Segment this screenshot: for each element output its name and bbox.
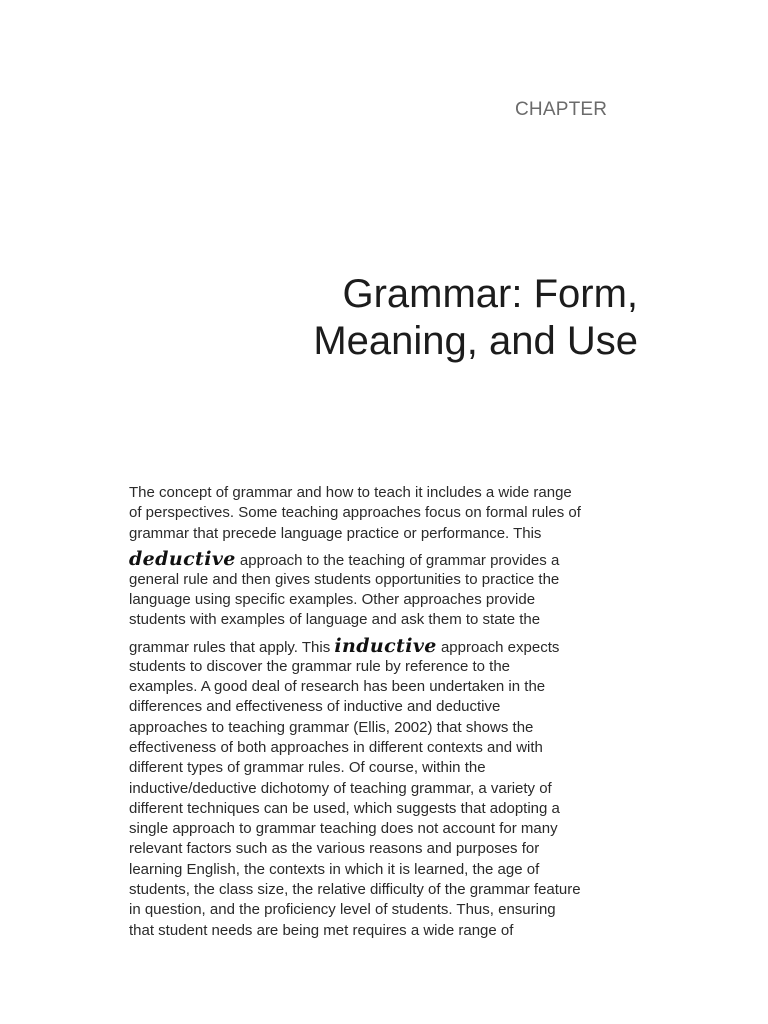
paragraph-line: different techniques can be used, which suggests that adopting a	[129, 799, 560, 817]
paragraph-line: effectiveness of both approaches in different contexts and with	[129, 738, 543, 756]
paragraph-line: The concept of grammar and how to teach it includes a wide range	[129, 484, 572, 501]
paragraph-line: single approach to grammar teaching does not account for many	[129, 820, 558, 838]
paragraph-line: relevant factors such as the various reasons and purposes for	[129, 840, 540, 858]
paragraph-line: general rule and then gives students opportunities to practice the	[129, 570, 560, 588]
chapter-title	[313, 271, 638, 365]
paragraph-line-text: approach expects	[436, 638, 560, 656]
paragraph-line: that student needs are being met requires a wide range of	[129, 921, 514, 939]
paragraph-line: differences and effectiveness of inductive and deductive	[129, 698, 501, 716]
body-paragraph	[129, 483, 649, 941]
paragraph-line: students to discover the grammar rule by reference to the	[129, 657, 511, 675]
deductive-term: deductive	[129, 547, 236, 570]
paragraph-line: inductive/deductive dichotomy of teaching grammar, a variety of	[129, 779, 552, 797]
paragraph-line: students with examples of language and ask them to state the	[129, 611, 541, 629]
paragraph-line-text: approach to the teaching of grammar provides a	[235, 551, 560, 569]
paragraph-line: language using specific examples. Other approaches provide	[129, 591, 536, 609]
paragraph-line: grammar that precede language practice or performance. This	[129, 524, 542, 542]
paragraph-line: examples. A good deal of research has been undertaken in the	[129, 678, 546, 696]
paragraph-line	[129, 544, 649, 570]
chapter-title-line-1: Grammar: Form,	[342, 272, 638, 316]
paragraph-line	[129, 631, 649, 657]
paragraph-line: learning English, the contexts in which it is learned, the age of	[129, 860, 540, 878]
chapter-label: CHAPTER	[515, 99, 608, 120]
paragraph-line-text: grammar rules that apply. This	[129, 638, 335, 656]
paragraph-line: of perspectives. Some teaching approaches focus on formal rules of	[129, 504, 581, 522]
paragraph-line: approaches to teaching grammar (Ellis, 2002) that shows the	[129, 718, 534, 736]
inductive-term: inductive	[334, 634, 437, 657]
paragraph-line: students, the class size, the relative difficulty of the grammar feature	[129, 881, 581, 899]
paragraph-line: in question, and the proficiency level of students. Thus, ensuring	[129, 901, 556, 919]
chapter-title-line-2: Meaning, and Use	[313, 319, 638, 363]
paragraph-line: different types of grammar rules. Of course, within the	[129, 759, 486, 777]
